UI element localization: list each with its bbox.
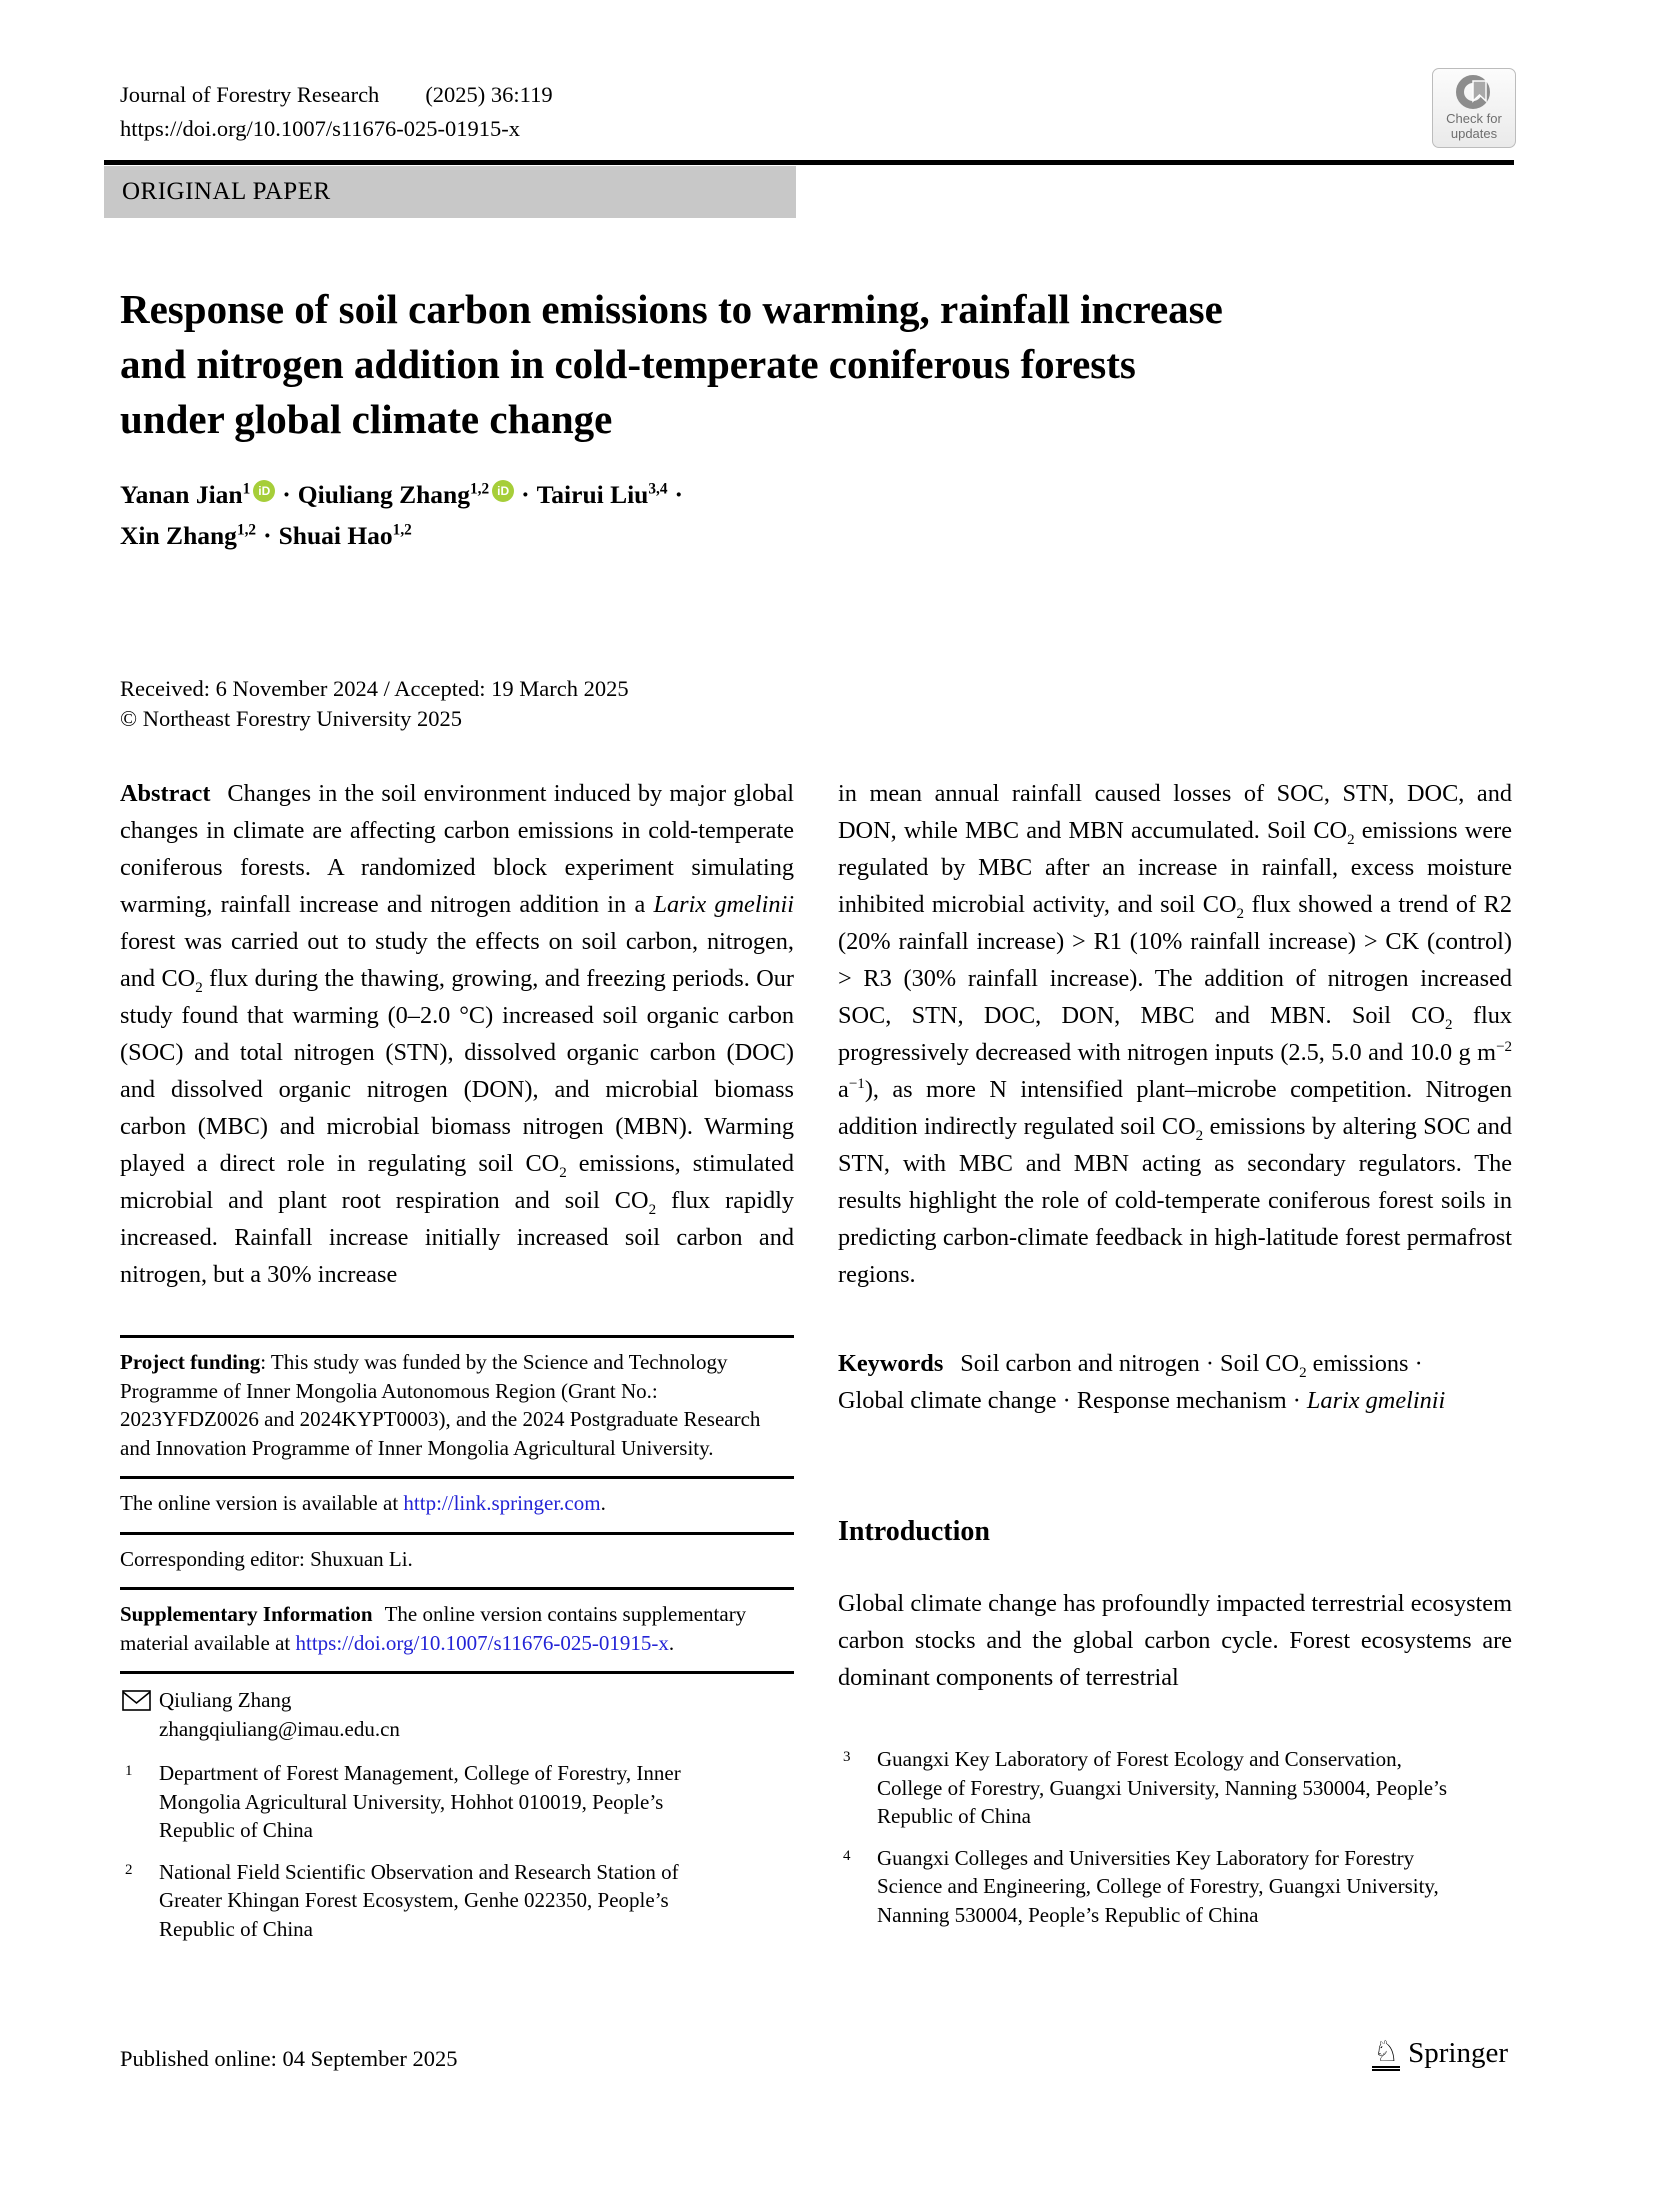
header-rule (104, 160, 1514, 165)
affiliation-text: Guangxi Colleges and Universities Key Laboratory for Forestry Science and Engineering, College of Forestry, Guangxi University, Nanning 530004, People’s Republic of China (877, 1845, 1439, 1927)
corresponding-editor-note: Corresponding editor: Shuxuan Li. (120, 1546, 413, 1571)
text-segment: 2 (1195, 1127, 1204, 1144)
section-heading-introduction: Introduction (838, 1516, 990, 1547)
affiliations-right (838, 1745, 1512, 1942)
affiliation-text: National Field Scientific Observation and Research Station of Greater Khingan Forest Ecosystem, Genhe 022350, People’s Republic of China (159, 1859, 679, 1941)
springer-knight-icon: ♘ (1372, 2036, 1400, 2071)
text-segment: 2 (1236, 905, 1245, 922)
author-separator: · (674, 480, 684, 509)
text-segment: a (838, 1076, 849, 1103)
footnote-rule (120, 1532, 794, 1535)
text-segment: emissions were regulated by MBC after an increase in rainfall, excess moisture inhibited microbial activity, and soil CO (838, 817, 1512, 918)
affiliation-number: 2 (125, 1861, 133, 1878)
text-segment: −2 (1495, 1038, 1512, 1055)
abstract-part1 (120, 775, 794, 1293)
text-segment: flux showed a trend of R2 (20% rainfall increase) > R1 (10% rainfall increase) > CK (control) > R3 (30% rainfall increase). The addition of nitrogen increased SOC, STN, DOC, DON, MBC and MBN. Soil CO (838, 891, 1512, 1029)
text-segment: flux rapidly increased. Rainfall increase initially increased soil carbon and nitrogen, but a 30% increase (120, 1187, 794, 1288)
affiliation-text: Department of Forest Management, College of Forestry, Inner Mongolia Agricultural University, Hohhot 010019, People’s Republic of China (159, 1761, 681, 1842)
title-line: under global climate change (120, 396, 613, 442)
text-segment: Project funding (120, 1350, 261, 1374)
text-segment: : This study was funded by the Science and Technology Programme of Inner Mongolia Autonomous Region (Grant No.: 2023YFDZ0026 and 2024KYPT0003), and the 2024 Postgraduate Research and Innovation Programme of Inner Mongolia Agricultural University. (120, 1350, 761, 1460)
author: Yanan Jian$^1$ iD (120, 480, 275, 509)
text-segment: 2 (1299, 1364, 1307, 1381)
affiliation (838, 1745, 1512, 1831)
author: Tairui Liu$^{3,4}$ (536, 480, 668, 509)
title-line: Response of soil carbon emissions to warming, rainfall increase (120, 286, 1223, 332)
corresponding-author-name: Qiuliang Zhang (159, 1688, 292, 1712)
journal-citation: (2025) 36:119 (425, 82, 553, 107)
text-segment: Larix gmelinii (653, 891, 794, 918)
text-segment: . (668, 1630, 675, 1655)
paper-title (120, 282, 1440, 447)
right-column (838, 775, 1512, 1927)
corresponding-author-email[interactable]: zhangqiuliang@imau.edu.cn (159, 1716, 400, 1741)
left-column (120, 775, 794, 1941)
footnote-rule (120, 1476, 794, 1479)
affiliation-number: 3 (843, 1749, 851, 1765)
hyperlink[interactable]: http://link.springer.com (403, 1491, 601, 1515)
affiliation-number: 4 (843, 1847, 851, 1864)
author: Shuai Hao$^{1,2}$ (278, 521, 412, 550)
project-funding-note (120, 1348, 794, 1462)
springer-logo (1372, 2036, 1508, 2071)
text-segment: 2 (1445, 1016, 1453, 1033)
title-line: and nitrogen addition in cold-temperate coniferous forests (120, 341, 1136, 387)
text-segment: Abstract (120, 780, 211, 807)
affiliation (120, 1858, 794, 1944)
text-segment: forest was carried out to study the effects on soil carbon, nitrogen, and CO (120, 928, 794, 992)
text-segment: The online version contains supplementary material available at (120, 1602, 747, 1655)
text-segment: Larix gmelinii (1306, 1387, 1446, 1414)
orcid-icon[interactable]: iD (253, 480, 275, 502)
text-segment: 2 (195, 979, 203, 996)
supplementary-information-note (120, 1600, 794, 1657)
text-segment: Soil carbon and nitrogen · Soil CO (960, 1350, 1300, 1377)
affiliations-left (120, 1759, 794, 1943)
footnote-rule (120, 1671, 794, 1674)
abstract-part2 (838, 775, 1512, 1293)
text-segment: emissions, stimulated microbial and plant root respiration and soil CO (120, 1150, 794, 1214)
text-segment: 2 (1347, 831, 1355, 848)
text-segment: in mean annual rainfall caused losses of SOC, STN, DOC, and DON, while MBC and MBN accumulated. Soil CO (838, 780, 1512, 844)
text-segment: . (600, 1491, 606, 1515)
check-for-updates-label: Check for updates (1446, 111, 1502, 141)
received-accepted: Received: 6 November 2024 / Accepted: 19 March 2025 (120, 676, 629, 701)
dates-block (120, 674, 629, 733)
text-segment: 2 (648, 1201, 657, 1218)
footnote-rule (120, 1335, 794, 1338)
text-segment: emissions by altering SOC and STN, with MBC and MBN acting as secondary regulators. The results highlight the role of cold-temperate coniferous forest soils in predicting carbon-climate feedback in high-latitude forest permafrost regions. (838, 1113, 1512, 1288)
journal-header (120, 82, 553, 108)
author: Qiuliang Zhang$^{1,2}$ iD (298, 480, 514, 509)
copyright-line: © Northeast Forestry University 2025 (120, 705, 463, 731)
check-for-updates-badge[interactable] (1432, 68, 1516, 148)
text-segment: 2 (559, 1164, 567, 1181)
author-separator: · (263, 521, 272, 550)
introduction-paragraph: Global climate change has profoundly impacted terrestrial ecosystem carbon stocks and the global carbon cycle. Forest ecosystems are dominant components of terrestrial (838, 1590, 1512, 1691)
affiliation (120, 1759, 794, 1845)
crossmark-icon (1456, 74, 1492, 110)
text-segment: Supplementary Information (120, 1602, 373, 1626)
text-segment: emissions · Global climate change · Response mechanism · (838, 1350, 1423, 1414)
author-separator: · (521, 480, 530, 509)
affiliation-number: 1 (125, 1763, 133, 1779)
text-segment: −1 (848, 1075, 865, 1092)
orcid-icon[interactable]: iD (492, 480, 514, 502)
author-separator: · (282, 480, 291, 509)
author-list (120, 474, 940, 556)
journal-name: Journal of Forestry Research (120, 82, 380, 107)
springer-wordmark: Springer (1408, 2037, 1508, 2069)
online-version-note (120, 1489, 794, 1518)
hyperlink[interactable]: https://doi.org/10.1007/s11676-025-01915-x (295, 1630, 669, 1655)
email-icon (120, 1686, 159, 1743)
footnote-block (120, 1335, 794, 1956)
text-segment: ), as more N intensified plant–microbe competition. Nitrogen addition indirectly regulated soil CO (838, 1076, 1512, 1140)
author: Xin Zhang$^{1,2}$ (120, 521, 257, 550)
keywords (838, 1345, 1490, 1419)
text-segment: Keywords (838, 1350, 944, 1377)
footnote-rule (120, 1587, 794, 1590)
article-type-banner: ORIGINAL PAPER (104, 166, 796, 218)
text-segment: Changes in the soil environment induced by major global changes in climate are affecting carbon emissions in cold-temperate coniferous forests. A randomized block experiment simulating warming, rainfall increase and nitrogen addition in a (120, 780, 794, 918)
corresponding-author (120, 1686, 794, 1743)
affiliation-text: Guangxi Key Laboratory of Forest Ecology and Conservation, College of Forestry, Guangxi University, Nanning 530004, People’s Republic of China (877, 1747, 1448, 1828)
text-segment: flux progressively decreased with nitrogen inputs (2.5, 5.0 and 10.0 g m (838, 1002, 1512, 1066)
doi-link[interactable]: https://doi.org/10.1007/s11676-025-01915-x (120, 116, 521, 141)
text-segment: The online version is available at (120, 1491, 404, 1515)
published-online: Published online: 04 September 2025 (120, 2046, 458, 2071)
affiliation (838, 1844, 1512, 1930)
text-segment: flux during the thawing, growing, and freezing periods. Our study found that warming (0–2.0 °C) increased soil organic carbon (SOC) and total nitrogen (STN), dissolved organic carbon (DOC) and dissolved organic nitrogen (DON), and microbial biomass carbon (MBC) and microbial biomass nitrogen (MBN). Warming played a direct role in regulating soil CO (120, 965, 794, 1177)
